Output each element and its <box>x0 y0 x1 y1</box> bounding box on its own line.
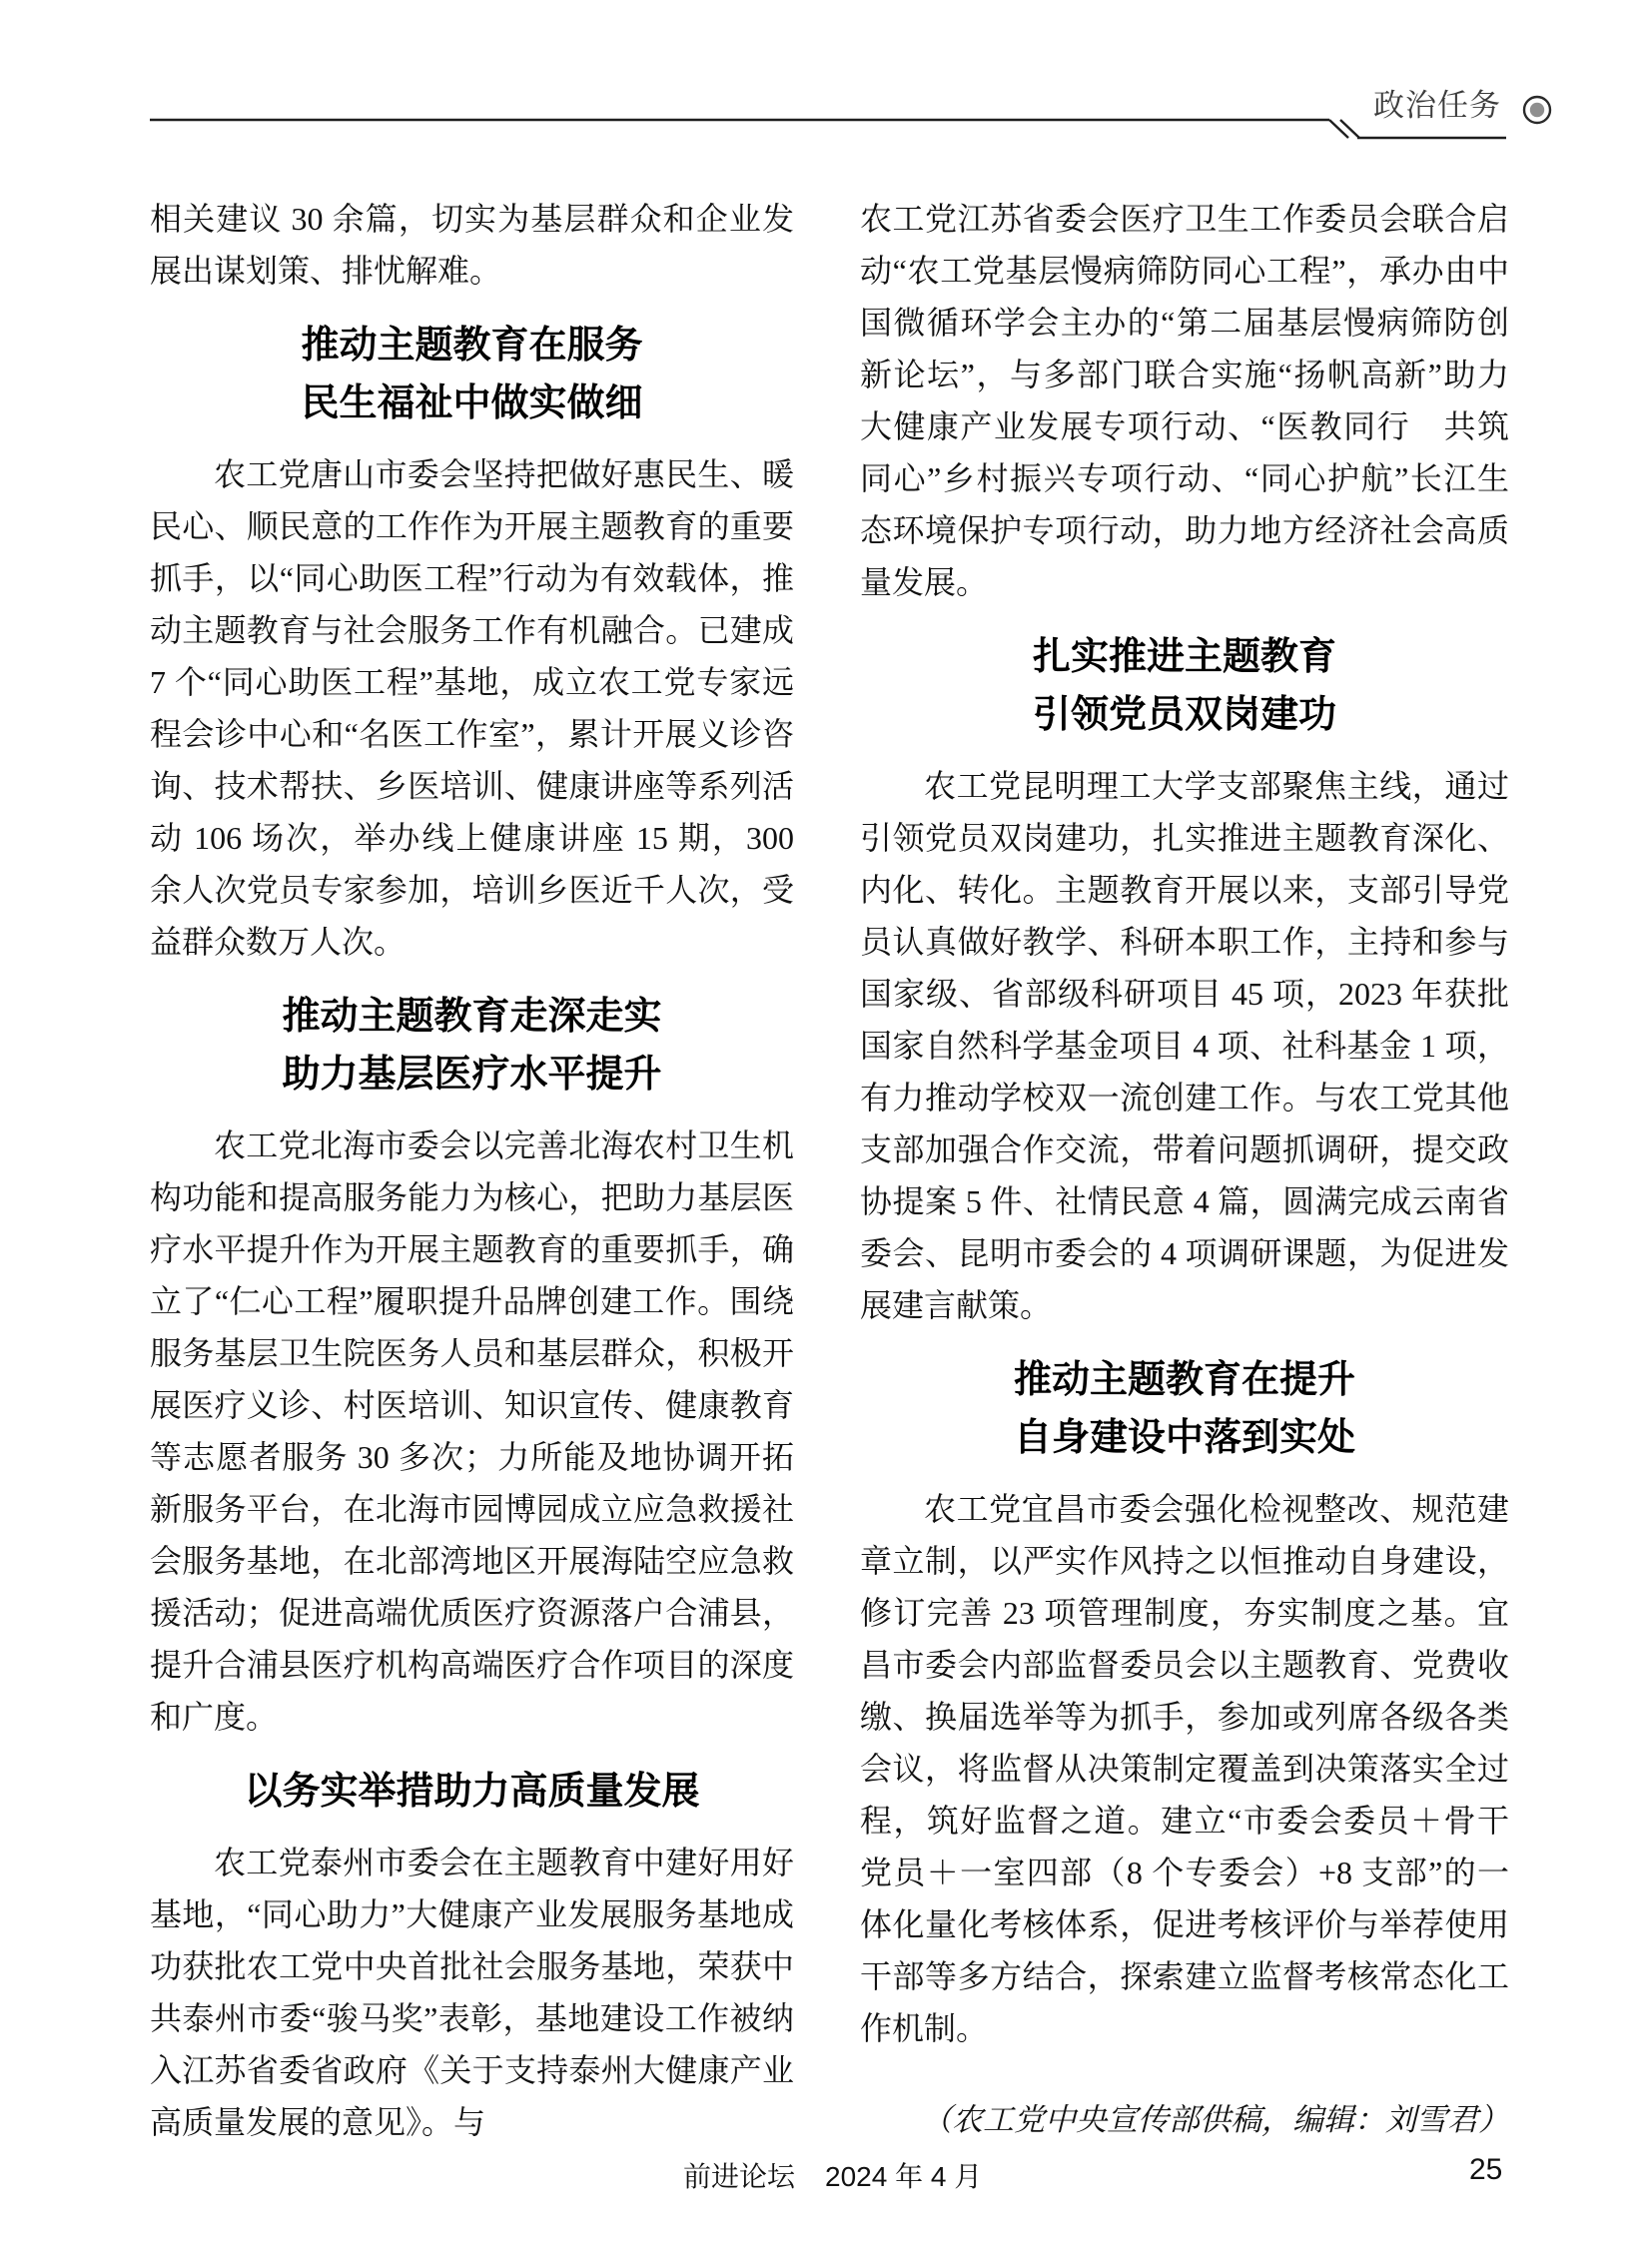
heading-line: 以务实举措助力高质量发展 <box>244 1771 700 1813</box>
paragraph-continuation: 相关建议 30 余篇，切实为基层群众和企业发展出谋划策、排忧解难。 <box>150 201 794 289</box>
page-footer <box>0 2149 1652 2209</box>
footer-page-number: 25 <box>1469 2153 1503 2186</box>
paragraph: 农工党北海市委会以完善北海农村卫生机构功能和提高服务能力为核心，把助力基层医疗水平提升作为开展主题教育的重要抓手，确立了“仁心工程”履职提升品牌创建工作。围绕服务基层卫生院医务人员和基层群众，积极开展医疗义诊、村医培训、知识宣传、健康教育等志愿者服务 30 多次；力所能及地协调开拓新服务平台，在北海市园博园成立应急救援社会服务基地，在北部湾地区开展海陆空应急救援活动；促进高端优质医疗资源落户合浦县，提升合浦县医疗机构高端医疗合作项目的深度和广度。 <box>150 1127 794 1735</box>
paragraph: 农工党泰州市委会在主题教育中建好用好基地，“同心助力”大健康产业发展服务基地成功获批农工党中央首批社会服务基地，荣获中共泰州市委“骏马奖”表彰，基地建设工作被纳入江苏省委省政府《关于支持泰州大健康产业高质量发展的意见》。与 <box>150 1845 794 2140</box>
heading-line: 推动主题教育在提升 <box>1013 1359 1355 1401</box>
section-heading <box>150 1763 794 1821</box>
section-heading <box>150 988 794 1104</box>
heading-line: 推动主题教育走深走实 <box>282 996 662 1038</box>
footer-issue-date: 2024 年 4 月 <box>825 2161 983 2192</box>
paragraph: 农工党唐山市委会坚持把做好惠民生、暖民心、顺民意的工作作为开展主题教育的重要抓手，以“同心助医工程”行动为有效载体，推动主题教育与社会服务工作有机融合。已建成 7 个“同心助医工程”基地，成立农工党专家远程会诊中心和“名医工作室”，累计开展义诊咨询、技术帮扶、乡医培训、健康讲座等系列活动 106 场次，举办线上健康讲座 15 期，300 余人次党员专家参加，培训乡医近千人次，受益群众数万人次。 <box>150 456 794 960</box>
heading-line: 助力基层医疗水平提升 <box>282 1054 662 1096</box>
credit-line: （农工党中央宣传部供稿，编辑：刘雪君） <box>921 2102 1509 2137</box>
paragraph: 农工党宜昌市委会强化检视整改、规范建章立制，以严实作风持之以恒推动自身建设，修订完善 23 项管理制度，夯实制度之基。宜昌市委会内部监督委员会以主题教育、党费收缴、换届选举等为抓手，参加或列席各级各类会议，将监督从决策制定覆盖到决策落实全过程，筑好监督之道。建立“市委会委员＋骨干党员＋一室四部（8 个专委会）+8 支部”的一体化量化考核体系，促进考核评价与举荐使用干部等多方结合，探索建立监督考核常态化工作机制。 <box>860 1491 1509 2046</box>
heading-line: 民生福祉中做实做细 <box>301 382 643 424</box>
section-heading <box>860 628 1509 744</box>
column-right <box>860 193 1509 2155</box>
heading-line: 推动主题教育在服务 <box>301 325 643 367</box>
heading-line: 扎实推进主题教育 <box>1032 636 1336 678</box>
section-heading <box>860 1351 1509 1467</box>
section-bullet-icon <box>1521 94 1553 126</box>
header-rule <box>0 0 1652 170</box>
footer-journal-title: 前进论坛 <box>683 2161 796 2192</box>
section-heading <box>150 317 794 432</box>
paragraph: 农工党昆明理工大学支部聚焦主线，通过引领党员双岗建功，扎实推进主题教育深化、内化、转化。主题教育开展以来，支部引导党员认真做好教学、科研本职工作，主持和参与国家级、省部级科研项目 45 项，2023 年获批国家自然科学基金项目 4 项、社科基金 1 项，有力推动学校双一流创建工作。与农工党其他支部加强合作交流，带着问题抓调研，提交政协提案 5 件、社情民意 4 篇，圆满完成云南省委会、昆明市委会的 4 项调研课题，为促进发展建言献策。 <box>860 768 1509 1323</box>
heading-line: 引领党员双岗建功 <box>1032 694 1336 736</box>
article-body <box>150 193 1509 2155</box>
section-label: 政治任务 <box>1373 88 1501 123</box>
heading-line: 自身建设中落到实处 <box>1013 1417 1355 1459</box>
column-left <box>150 193 794 2155</box>
paragraph-continuation: 农工党江苏省委会医疗卫生工作委员会联合启动“农工党基层慢病筛防同心工程”，承办由中国微循环学会主办的“第二届基层慢病筛防创新论坛”，与多部门联合实施“扬帆高新”助力大健康产业发展专项行动、“医教同行 共筑同心”乡村振兴专项行动、“同心护航”长江生态环境保护专项行动，助力地方经济社会高质量发展。 <box>860 201 1509 600</box>
